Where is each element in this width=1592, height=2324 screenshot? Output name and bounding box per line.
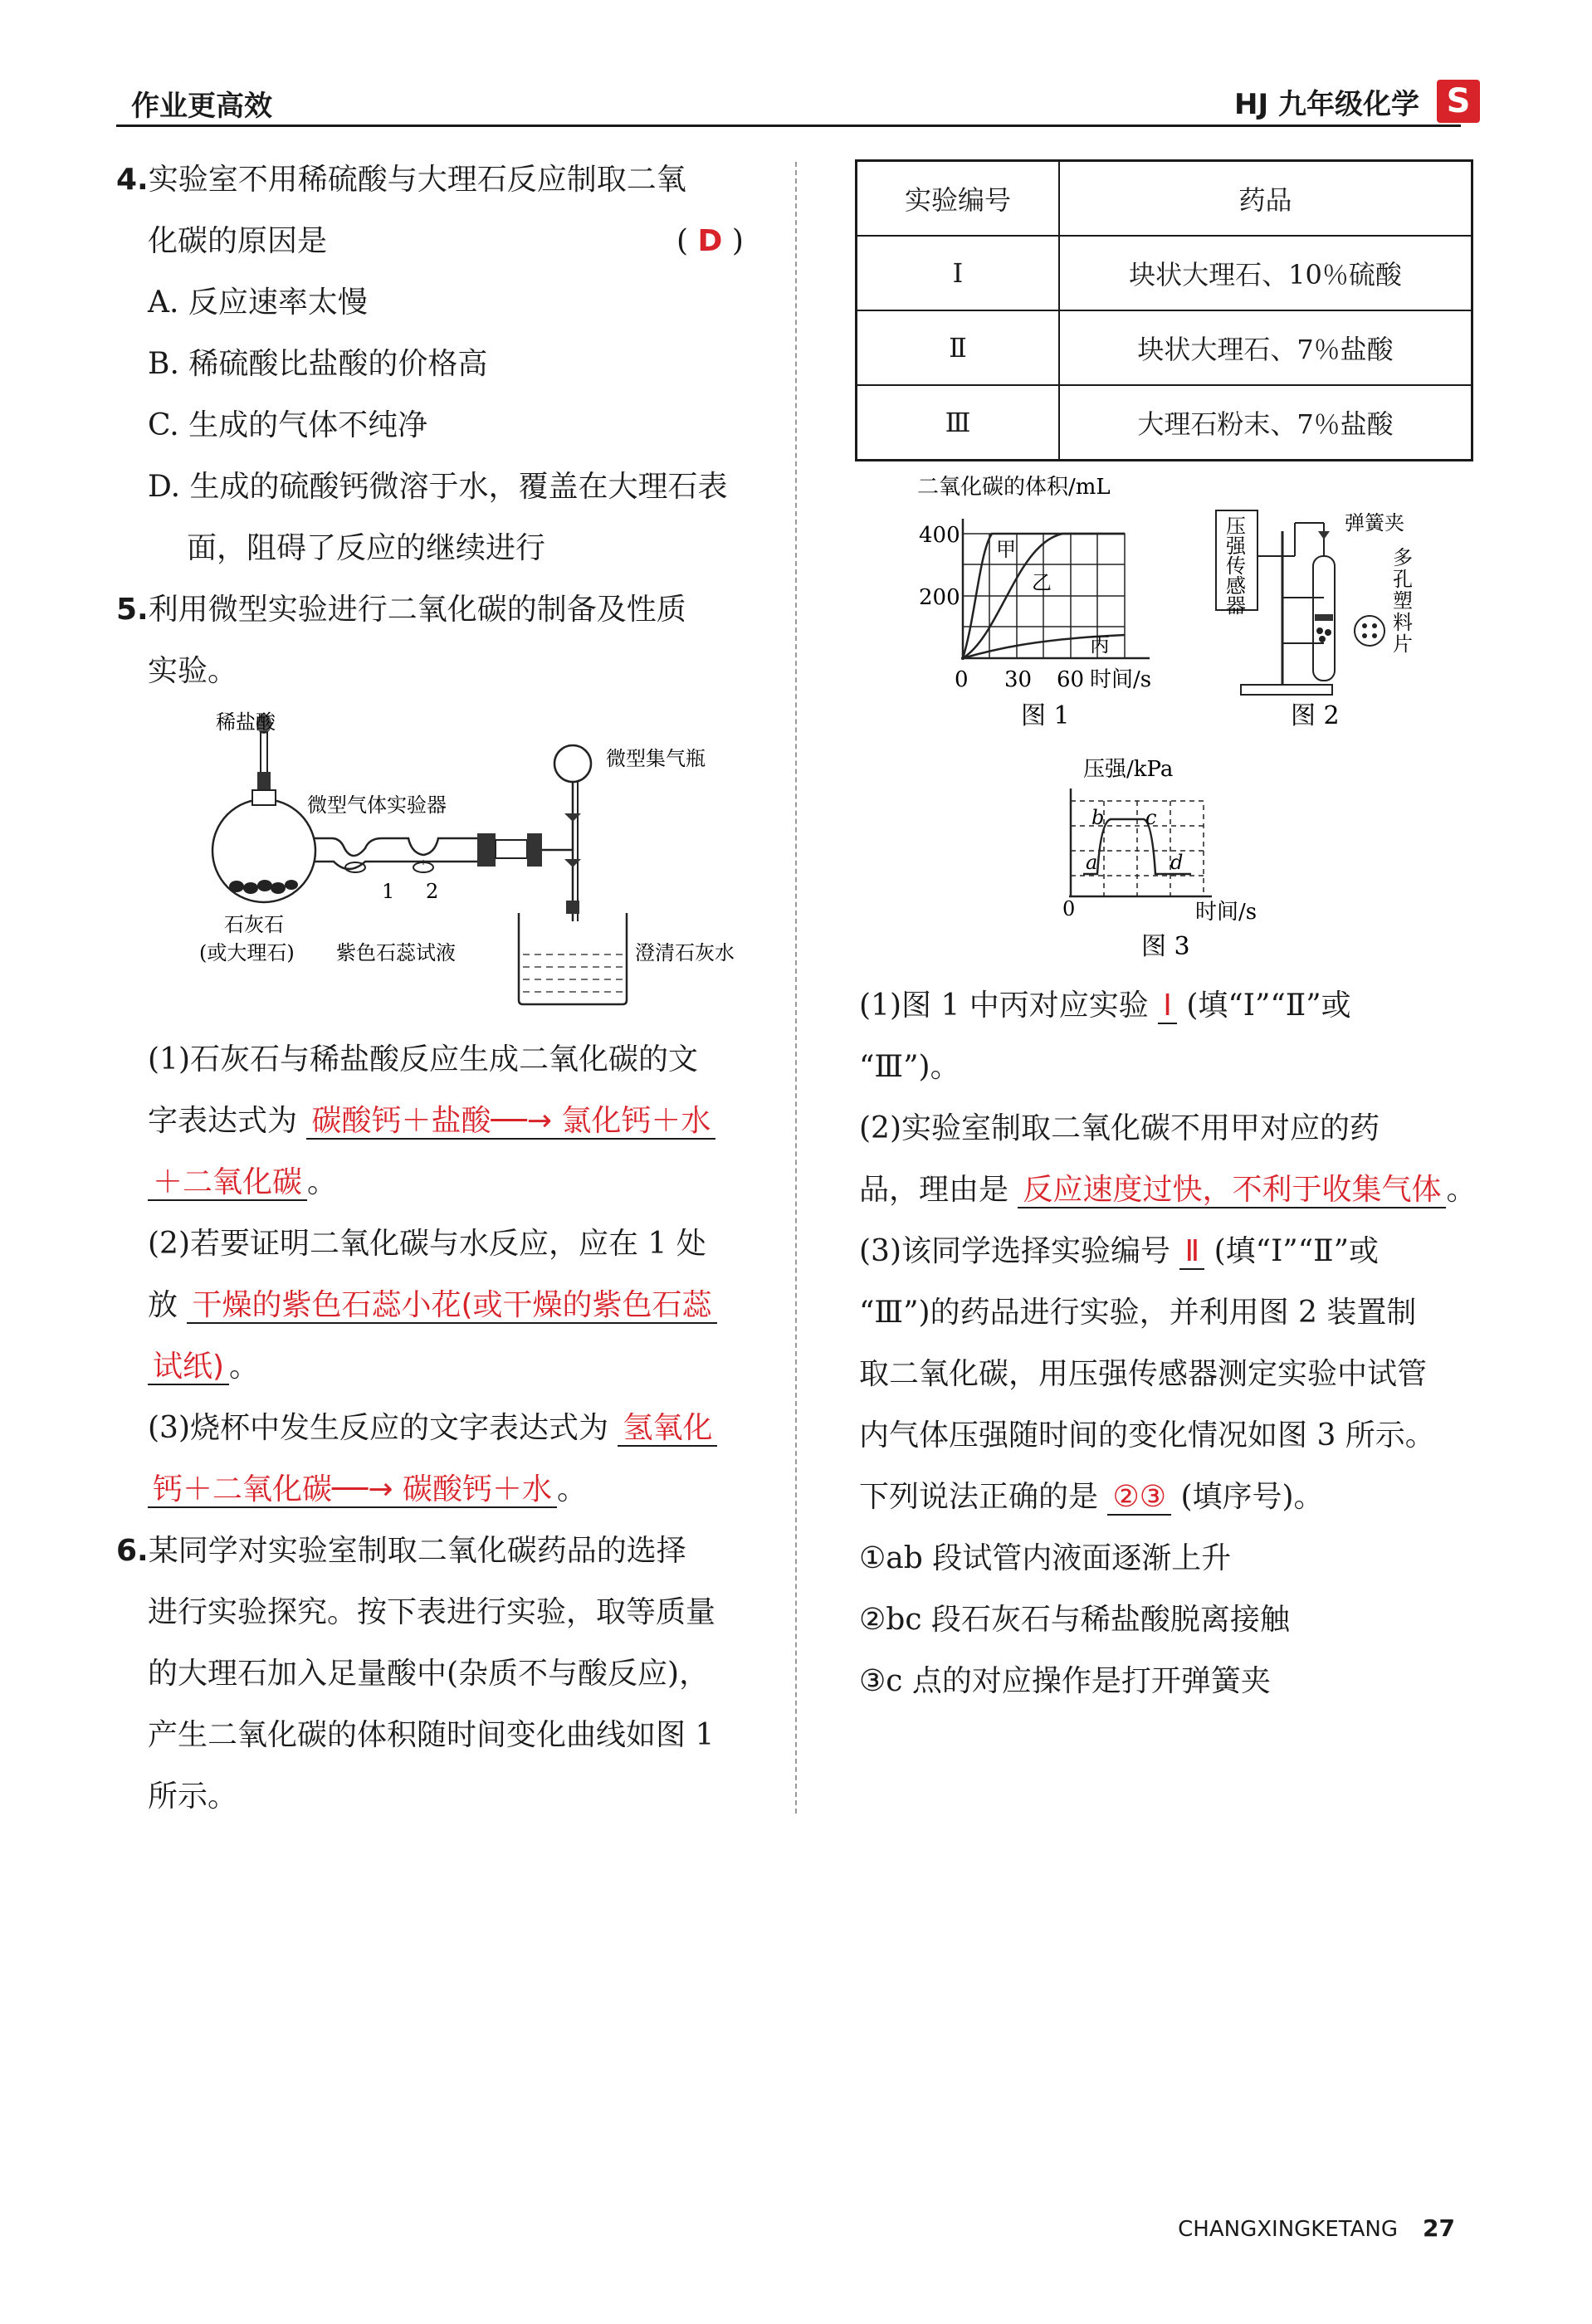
fig1-caption: 图 1 bbox=[1021, 701, 1070, 730]
q5-sub2-line2: 放 干燥的紫色石蕊小花(或干燥的紫色石蕊 bbox=[148, 1275, 717, 1336]
footer-brand: CHANGXINGKETANG bbox=[1178, 2217, 1399, 2242]
table-header-id: 实验编号 bbox=[857, 161, 1060, 237]
fig1-ylabel: 二氧化碳的体积/mL bbox=[917, 475, 1111, 500]
q4-stem-line2: 化碳的原因是 bbox=[148, 224, 328, 258]
fig3-caption: 图 3 bbox=[1141, 932, 1190, 961]
q6-stem-line5: 所示。 bbox=[148, 1780, 238, 1814]
q4-option-d-line1: D. 生成的硫酸钙微溶于水，覆盖在大理石表 bbox=[148, 470, 728, 504]
svg-text:孔: 孔 bbox=[1393, 568, 1413, 591]
header-left-title: 作业更高效 bbox=[131, 90, 272, 123]
svg-text:0: 0 bbox=[955, 667, 969, 692]
svg-text:甲: 甲 bbox=[996, 538, 1016, 561]
q6-stem-line2: 进行实验探究。按下表进行实验，取等质量 bbox=[148, 1595, 716, 1629]
table-cell-drug: 块状大理石、7％盐酸 bbox=[1059, 310, 1472, 385]
q6-sub3-line3: 取二氧化碳，用压强传感器测定实验中试管 bbox=[859, 1357, 1428, 1391]
label-clip: 弹簧夹 bbox=[1345, 511, 1404, 535]
svg-text:200: 200 bbox=[919, 585, 960, 610]
label-acid: 稀盐酸 bbox=[216, 710, 276, 734]
q6-sub3-line1: (3)该同学选择实验编号 Ⅱ (填“Ⅰ”“Ⅱ”或 bbox=[859, 1234, 1379, 1268]
header-right-title: HJ 九年级化学 bbox=[1234, 88, 1419, 121]
q4-stem-line1: 4.实验室不用稀硫酸与大理石反应制取二氧 bbox=[116, 163, 686, 197]
q6-sub2-line2: 品，理由是 反应速度过快，不利于收集气体 。 bbox=[859, 1173, 1477, 1207]
fig2-caption: 图 2 bbox=[1291, 701, 1340, 730]
label-marble: (或大理石) bbox=[199, 941, 295, 964]
q6-sub2-line1: (2)实验室制取二氧化碳不用甲对应的药 bbox=[859, 1111, 1380, 1145]
svg-text:传: 传 bbox=[1226, 554, 1246, 578]
spring-clip-icon bbox=[1318, 531, 1330, 540]
q5-stem-line1: 5.利用微型实验进行二氧化碳的制备及性质 bbox=[116, 593, 686, 627]
q6-sub3-line4: 内气体压强随时间的变化情况如图 3 所示。 bbox=[859, 1418, 1435, 1452]
q6-sub1-line2: “Ⅲ”)。 bbox=[859, 1050, 960, 1084]
q6-stem-line3: 的大理石加入足量酸中(杂质不与酸反应)， bbox=[148, 1657, 710, 1691]
label-bottle: 微型集气瓶 bbox=[606, 747, 706, 770]
q6-sub1-line1: (1)图 1 中丙对应实验 Ⅰ (填“Ⅰ”“Ⅱ”或 bbox=[859, 989, 1351, 1023]
svg-text:d: d bbox=[1170, 851, 1184, 874]
page-number: 27 bbox=[1423, 2214, 1455, 2242]
svg-text:0: 0 bbox=[1062, 897, 1076, 920]
q5-sub2-line1: (2)若要证明二氧化碳与水反应，应在 1 处 bbox=[148, 1227, 706, 1261]
q5-sub3-line1: (3)烧杯中发生反应的文字表达式为 氢氧化 bbox=[148, 1398, 717, 1459]
q4-option-d-line2: 面，阻碍了反应的继续进行 bbox=[187, 531, 546, 565]
table-cell-id: Ⅰ bbox=[857, 236, 1060, 310]
figure-2-apparatus bbox=[1212, 506, 1444, 743]
figure-1-co2-volume bbox=[909, 469, 1183, 743]
svg-text:60: 60 bbox=[1057, 667, 1085, 692]
svg-text:强: 强 bbox=[1226, 535, 1246, 558]
svg-text:多: 多 bbox=[1393, 546, 1413, 569]
table-cell-id: Ⅲ bbox=[857, 385, 1060, 461]
label-lime-water: 澄清石灰水 bbox=[635, 941, 735, 964]
header-divider bbox=[116, 124, 1461, 127]
svg-text:塑: 塑 bbox=[1393, 589, 1413, 613]
label-apparatus: 微型气体实验器 bbox=[307, 793, 447, 817]
fig3-ylabel: 压强/kPa bbox=[1083, 757, 1174, 782]
svg-text:丙: 丙 bbox=[1090, 633, 1110, 657]
svg-text:b: b bbox=[1091, 806, 1105, 829]
q6-stem-line1: 6.某同学对实验室制取二氧化碳药品的选择 bbox=[116, 1534, 686, 1568]
porous-plate-icon bbox=[1355, 616, 1384, 646]
table-cell-drug: 块状大理石、10％硫酸 bbox=[1059, 236, 1472, 310]
q4-answer: ( D ) bbox=[676, 224, 744, 258]
svg-text:c: c bbox=[1145, 806, 1157, 829]
table-header-row bbox=[857, 161, 1472, 237]
reagent-table bbox=[855, 159, 1473, 461]
gas-bottle-icon bbox=[554, 745, 591, 782]
q6-sub3-line2: “Ⅲ”)的药品进行实验，并利用图 2 装置制 bbox=[859, 1296, 1417, 1330]
table-cell-id: Ⅱ bbox=[857, 310, 1060, 385]
q4-option-a: A. 反应速率太慢 bbox=[148, 286, 368, 320]
table-header-drug: 药品 bbox=[1059, 161, 1472, 237]
svg-text:400: 400 bbox=[919, 523, 960, 548]
figure-3-pressure bbox=[1046, 751, 1311, 971]
svg-text:时间/s: 时间/s bbox=[1195, 900, 1257, 925]
svg-text:a: a bbox=[1086, 851, 1098, 874]
label-position-1: 1 bbox=[382, 880, 395, 903]
q6-option-1: ①ab 段试管内液面逐渐上升 bbox=[859, 1541, 1232, 1575]
svg-text:感: 感 bbox=[1226, 574, 1246, 598]
q6-sub3-line5: 下列说法正确的是 ②③ (填序号)。 bbox=[859, 1480, 1324, 1514]
q4-option-c: C. 生成的气体不纯净 bbox=[148, 408, 428, 442]
q5-sub1-line1: (1)石灰石与稀盐酸反应生成二氧化碳的文 bbox=[148, 1042, 698, 1077]
label-limestone: 石灰石 bbox=[224, 913, 284, 936]
column-divider bbox=[795, 162, 797, 1814]
svg-text:30: 30 bbox=[1004, 667, 1033, 692]
table-row bbox=[857, 310, 1472, 385]
q5-stem-line2: 实验。 bbox=[148, 654, 238, 688]
table-row bbox=[857, 236, 1472, 310]
label-position-2: 2 bbox=[426, 880, 439, 903]
q5-apparatus-figure bbox=[191, 710, 735, 1021]
q5-sub2-line3: 试纸) 。 bbox=[148, 1336, 259, 1398]
table-row bbox=[857, 385, 1472, 461]
brand-logo: S bbox=[1437, 80, 1480, 123]
svg-text:器: 器 bbox=[1226, 594, 1246, 618]
label-litmus: 紫色石蕊试液 bbox=[336, 941, 456, 964]
svg-text:压: 压 bbox=[1226, 515, 1246, 538]
table-cell-drug: 大理石粉末、7％盐酸 bbox=[1059, 385, 1472, 461]
page-footer bbox=[1178, 2214, 1455, 2242]
svg-text:乙: 乙 bbox=[1032, 571, 1052, 594]
q5-sub1-line3: ＋二氧化碳 。 bbox=[148, 1152, 337, 1213]
q6-option-3: ③c 点的对应操作是打开弹簧夹 bbox=[859, 1664, 1271, 1698]
svg-text:料: 料 bbox=[1393, 611, 1413, 634]
svg-text:时间/s: 时间/s bbox=[1090, 667, 1152, 692]
q6-option-2: ②bc 段石灰石与稀盐酸脱离接触 bbox=[859, 1603, 1290, 1637]
beaker-icon bbox=[519, 913, 627, 1004]
q5-sub3-line2: 钙＋二氧化碳──→ 碳酸钙＋水 。 bbox=[148, 1459, 587, 1521]
svg-text:片: 片 bbox=[1393, 632, 1413, 656]
q5-sub1-line2: 字表达式为 碳酸钙＋盐酸──→ 氯化钙＋水 bbox=[148, 1091, 715, 1152]
q4-option-b: B. 稀硫酸比盐酸的价格高 bbox=[148, 347, 488, 381]
limestone-icon bbox=[229, 880, 298, 894]
q6-stem-line4: 产生二氧化碳的体积随时间变化曲线如图 1 bbox=[148, 1718, 715, 1752]
